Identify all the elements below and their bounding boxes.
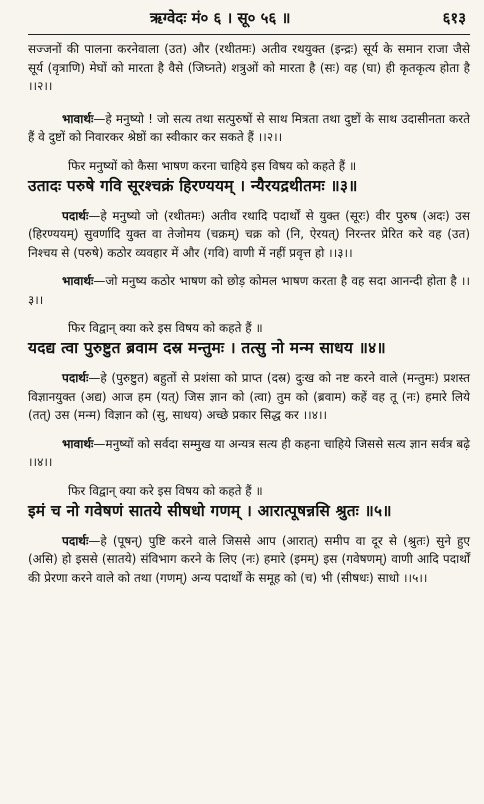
padarth-label: पदार्थः (62, 371, 89, 385)
bhavarth-text: —हे मनुष्यो ! जो सत्य तथा सत्पुरुषों से साथ मित्रता तथा दुष्टों के साथ उदासीनता करते हैं वे दुष्टों को निवारकर श्रेष्ठों का स्वीकार कर सकते हैं ।।२।। (28, 111, 470, 144)
page-number: ६१३ (442, 9, 466, 27)
running-title: ऋग्वेदः मं० ६ । सू० ५६ ॥ (150, 9, 291, 27)
bhavarth-text: —मनुष्यों को सर्वदा सम्मुख या अन्यत्र सत्य ही कहना चाहिये जिससे सत्य ज्ञान सर्वत्र बढ़े ।।४।। (28, 436, 470, 469)
intro-3: फिर मनुष्यों को कैसा भाषण करना चाहिये इस विषय को कहते हैं ॥ (68, 158, 357, 173)
padarth-text: —हे (पूषन्) पुष्टि करने वाले जिससे आप (आरात्) समीप वा दूर से (श्रुतः) सुने हुए (असि) हो इससे (सातये) संविभाग करने के लिए (नः) हमारे (इमम्) इस (गवेषणम्) वाणी आदि पदार्थों की प्रेरणा करने वाले को तथा (गणम्) अन्य पदार्थों के समूह को (च) भी (सीषधः) साधो ।।५।। (28, 533, 470, 585)
padarth-text: —हे (पुरुष्टुत) बहुतों से प्रशंसा को प्राप्त (दस्र) दुःख को नष्ट करने वाले (मन्तुमः) प्रशस्त विज्ञानयुक्त (अद्य) आज हम (यत्) जिस ज्ञान को (त्वा) तुम को (ब्रवाम) कहें वह तू (नः) हमारे लिये (तत्) उस (मन्म) विज्ञान को (सु, साधय) अच्छे प्रकार सिद्ध कर ।।४।। (28, 371, 470, 422)
bhavarth-label: भावार्थः (62, 436, 94, 451)
continued-text: सज्जनों की पालना करनेवाला (उत) और (रथीतमः) अतीव रथयुक्त (इन्द्रः) सूर्य के समान राजा जैसे सूर्य (वृत्राणि) मेघों को मारता है वैसे (जिघ्नते) शत्रुओं को मारता है (सः) वह (घा) ही कृतकृत्य होता है ।।२।। (28, 42, 470, 93)
header-rule (28, 34, 470, 35)
intro-4: फिर विद्वान् क्या करे इस विषय को कहते हैं ॥ (68, 321, 263, 335)
intro-5: फिर विद्वान् क्या करे इस विषय को कहते हैं ॥ (68, 483, 263, 498)
mantra-5: इमं च नो गवेषणं सातये सीषधो गणम् । आरात्पूषन्नसि श्रुतः ॥५॥ (28, 501, 392, 520)
bhavarth-2 (28, 110, 470, 147)
padarth-label: पदार्थः (62, 533, 89, 548)
page-content (28, 40, 470, 587)
padarth-text: —हे मनुष्यो जो (रथीतमः) अतीव रथादि पदार्थों से युक्त (सूरः) वीर पुरुष (अदः) उस (हिरण्ययम्) सुवर्णादि युक्त वा तेजोमय (चक्रम्) चक्र को (नि, ऐरयत्) निरन्तर प्रेरित करे वह (उत) निश्चय से (परुषे) कठोर व्यवहार में और (गवि) वाणी में नहीं प्रवृत्त हो ।।३।। (28, 208, 470, 260)
bhavarth-label: भावार्थः (62, 111, 94, 126)
bhavarth-label: भावार्थः (62, 274, 94, 288)
page-header (0, 8, 484, 32)
padarth-4 (28, 369, 470, 425)
bhavarth-text: —जो मनुष्य कठोर भाषण को छोड़ कोमल भाषण करता है वह सदा आनन्दी होता है ।।३।। (28, 274, 470, 307)
bhavarth-3 (28, 272, 470, 309)
padarth-5 (28, 532, 470, 588)
padarth-label: पदार्थः (62, 208, 89, 223)
padarth-3 (28, 207, 470, 263)
bhavarth-4 (28, 435, 470, 472)
mantra-3: उतादः परुषे गवि सूरश्चक्रं हिरण्ययम् । न्यैरयद्रथीतमः ॥३॥ (28, 176, 358, 195)
mantra-4: यदद्य त्वा पुरुष्टुत ब्रवाम दस्र मन्तुमः । तत्सु नो मन्म साधय ॥४॥ (28, 339, 386, 357)
